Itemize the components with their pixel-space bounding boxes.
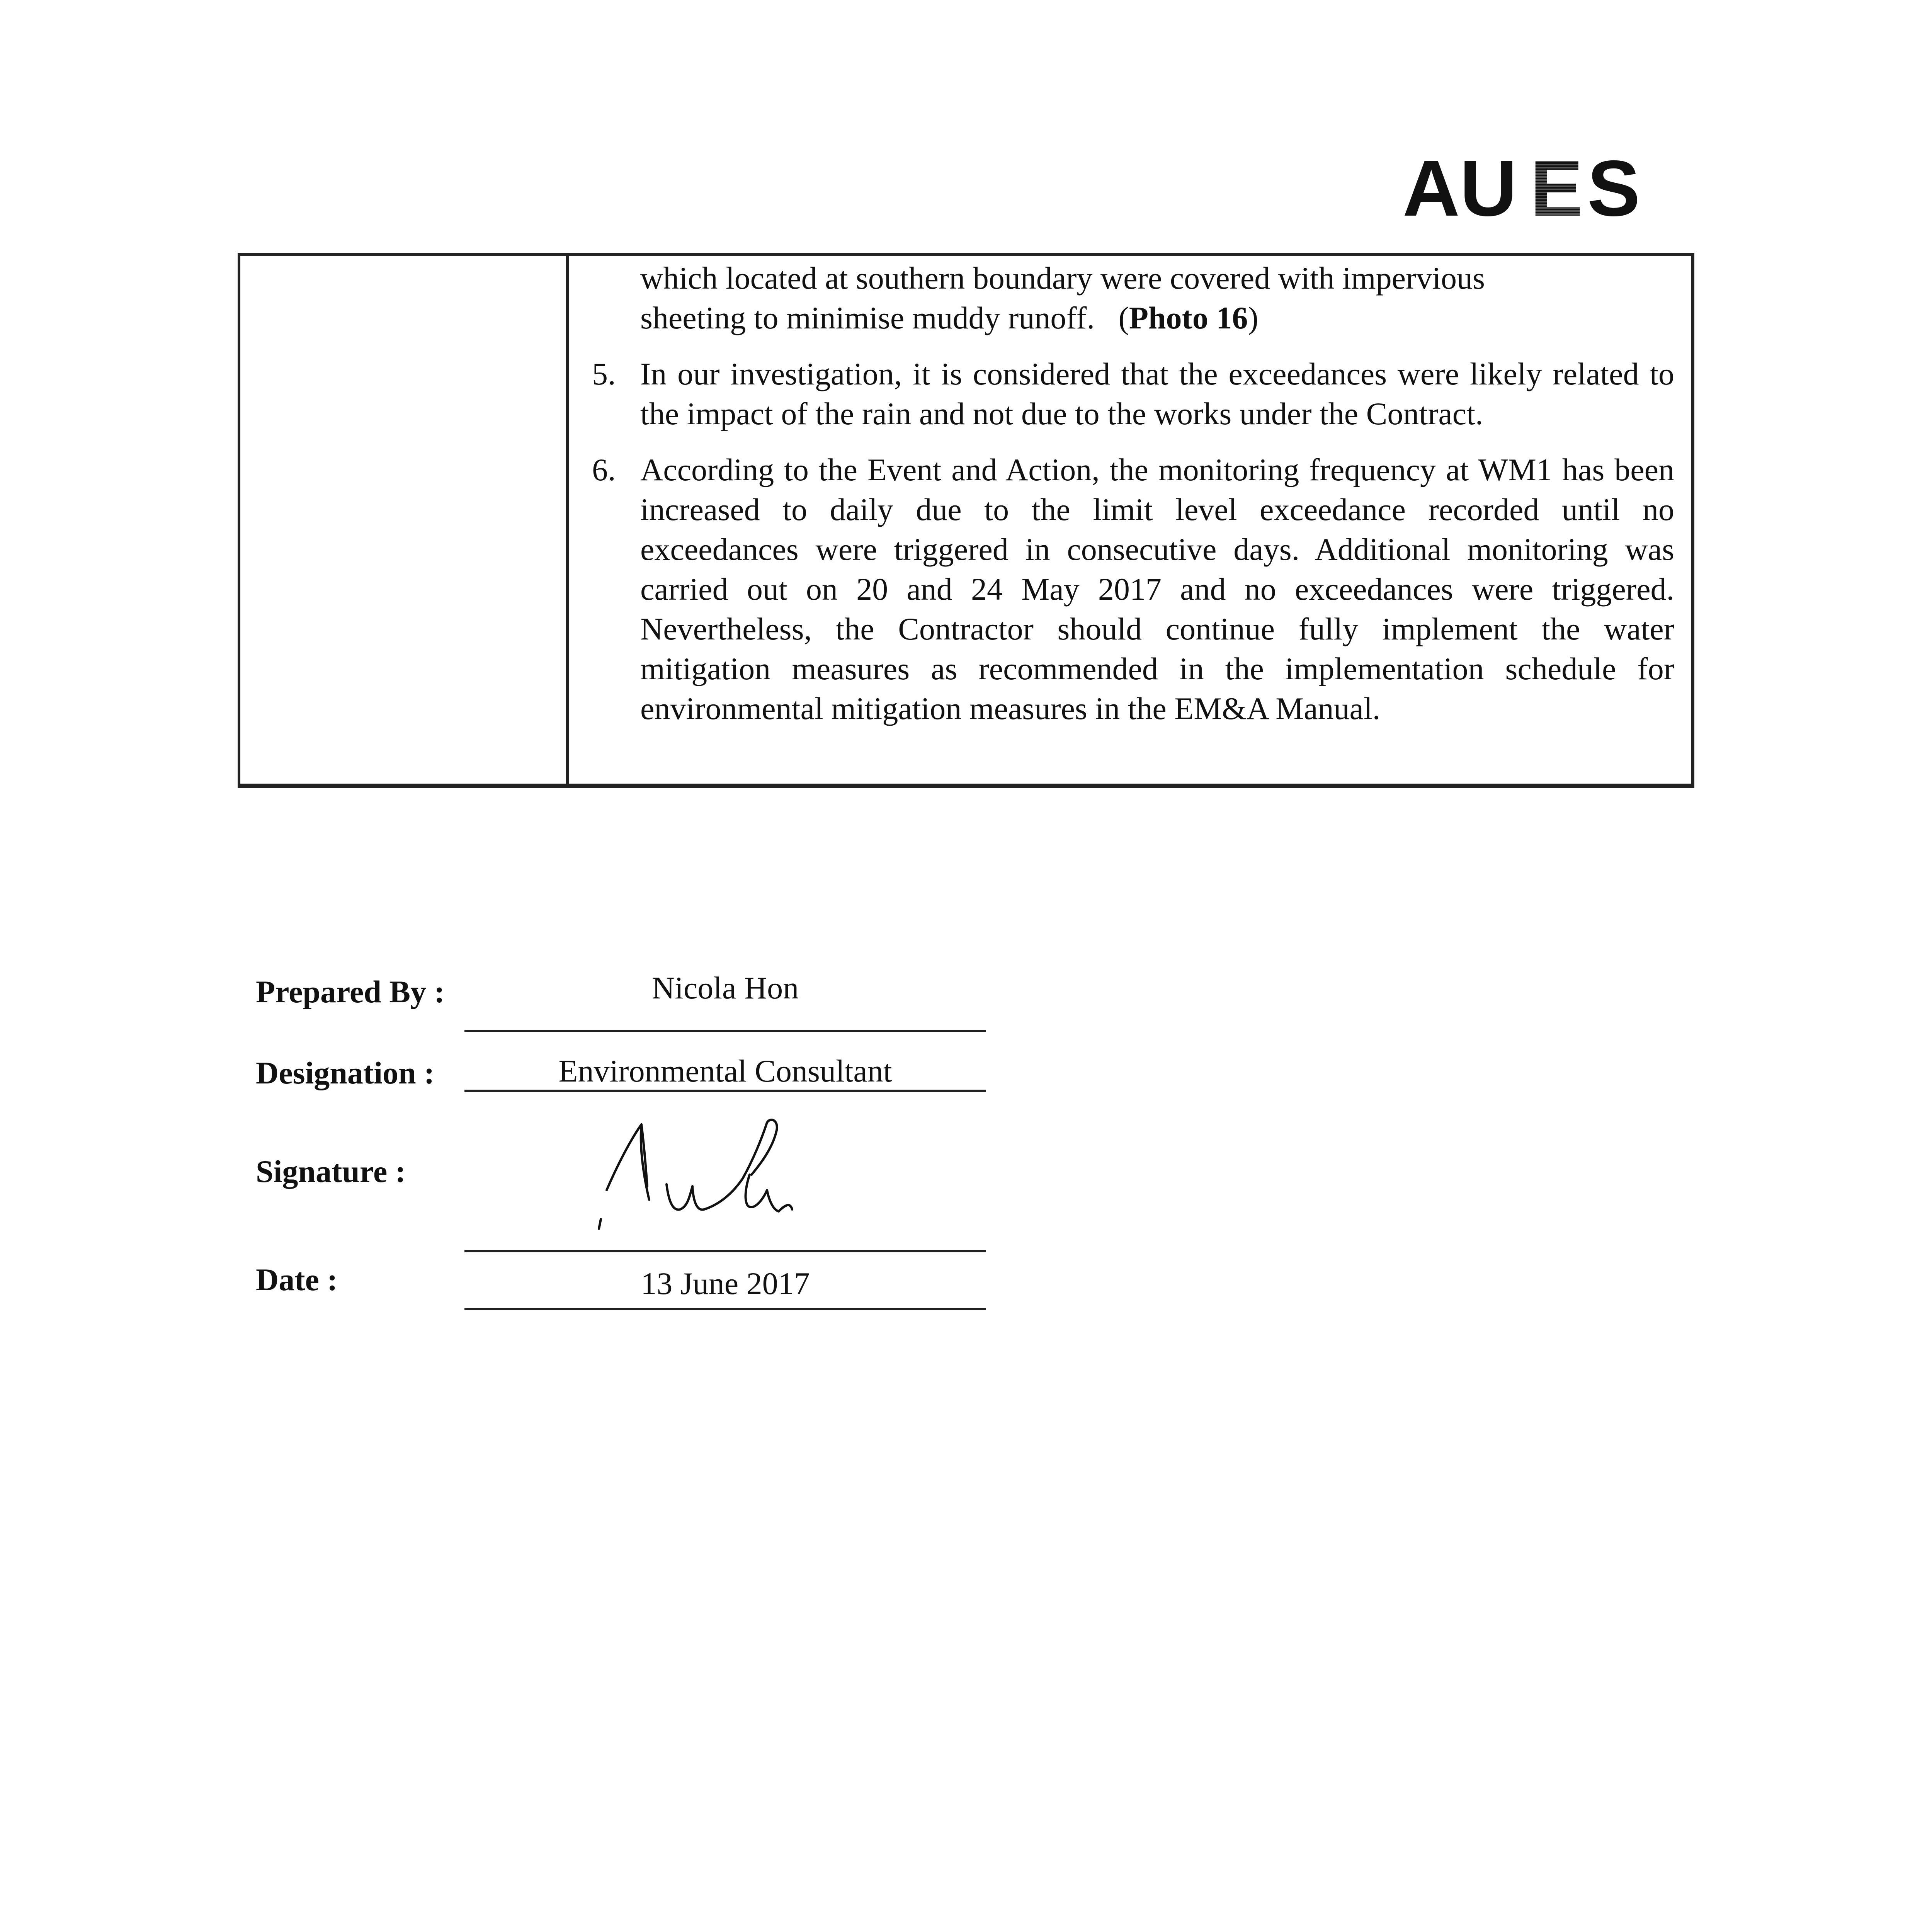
- continuation-line-2: sheeting to minimise muddy runoff.: [640, 300, 1095, 335]
- date-value: 13 June 2017: [641, 1266, 810, 1301]
- prepared-by-underline: [464, 1030, 986, 1032]
- photo-reference: Photo 16: [1129, 300, 1248, 335]
- signature-label: Signature :: [256, 1154, 406, 1189]
- list-item: [577, 354, 1674, 434]
- svg-text:E: E: [1530, 147, 1583, 224]
- actions-cell: [577, 258, 1674, 728]
- list-item-text: In our investigation, it is considered that the exceedances were likely related to the impact of the rain and not due to the works under the Contract.: [640, 356, 1674, 431]
- svg-text:S: S: [1587, 147, 1640, 224]
- list-item-text: According to the Event and Action, the monitoring frequency at WM1 has been increased to daily due to the limit level exceedance recorded until no exceedances were triggered in consecutive days. Additional monitoring was carried out on 20 and 24 May 2017 and no exceedances were triggered. Nevertheless, the Contractor should continue fully implement the water mitigation measures as recommended in the implementation schedule for environmental mitigation measures in the EM&A Manual.: [640, 452, 1674, 726]
- signature-underline: [464, 1250, 986, 1252]
- list-item-number: 6.: [592, 452, 616, 487]
- designation-value: Environmental Consultant: [558, 1053, 892, 1088]
- aues-logo: [1403, 147, 1673, 224]
- date-label: Date :: [256, 1262, 338, 1297]
- handwritten-signature: [591, 1117, 854, 1244]
- table-column-divider: [566, 256, 569, 784]
- table-right-border: [1691, 256, 1692, 784]
- designation-underline: [464, 1090, 986, 1092]
- prepared-by-label: Prepared By :: [256, 974, 445, 1009]
- date-underline: [464, 1308, 986, 1310]
- list-item-number: 5.: [592, 356, 616, 391]
- list-item: [577, 450, 1674, 728]
- designation-label: Designation :: [256, 1055, 435, 1090]
- continuation-paragraph: which located at southern boundary were covered with impervious sheeting to minimise muddy runoff. (Photo 16): [640, 260, 1485, 335]
- continuation-line-1: which located at southern boundary were covered with impervious: [640, 260, 1485, 296]
- prepared-by-value: Nicola Hon: [651, 970, 799, 1005]
- svg-text:AU: AU: [1403, 147, 1517, 224]
- actions-table: [238, 253, 1694, 788]
